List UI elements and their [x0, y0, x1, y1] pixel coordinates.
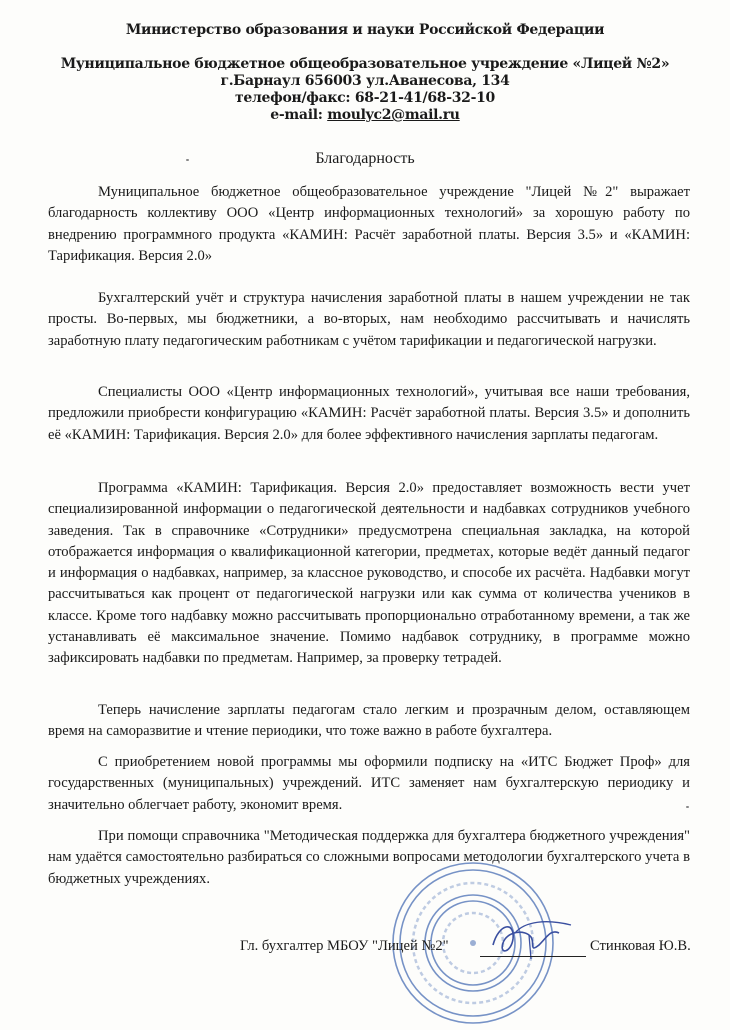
- scan-speck: [686, 806, 689, 808]
- signatory-role: Гл. бухгалтер МБОУ "Лицей №2": [240, 938, 449, 954]
- signature-line: [0, 932, 730, 962]
- email-label: e-mail:: [270, 107, 328, 123]
- scan-speck: [186, 159, 189, 161]
- organization-line: Муниципальное бюджетное общеобразовательное учреждение «Лицей №2»: [60, 56, 670, 72]
- paragraph-5: Теперь начисление зарплаты педагогам стало легким и прозрачным делом, оставляющем время на саморазвитие и чтение периодики, что тоже важно в работе бухгалтера.: [48, 702, 690, 740]
- paragraph-4: Программа «КАМИН: Тарификация. Версия 2.0» предоставляет возможность вести учет специализированной информации о педагогической деятельности и надбавках сотрудников учебного заведения. Так в справочнике «Сотрудники» предусмотрена специальная закладка, на которой отображается информация о квалификационной категории, предметах, которые ведёт данный педагог и информация о надбавках, например, за классное руководство, и способе их расчёта. Надбавки могут рассчитываться как процент от педагогической нагрузки или как сумма от количества учеников в классе. Кроме того надбавку можно рассчитывать пропорционально отработанному времени, а так же устанавливать её максимальное значение. Помимо надбавок сотруднику, в программе можно зафиксировать надбавки по предметам. Например, за проверку тетрадей.: [48, 480, 690, 667]
- signatory-name: Стинковая Ю.В.: [590, 938, 691, 954]
- paragraph-1: Муниципальное бюджетное общеобразовательное учреждение "Лицей №2" выражает благодарность коллективу ООО «Центр информационных технологий» за хорошую работу по внедрению программного продукта «КАМИН: Расчёт заработной платы. Версия 3.5» и «КАМИН: Тарификация. Версия 2.0»: [48, 184, 690, 264]
- paragraph-3: Специалисты ООО «Центр информационных технологий», учитывая все наши требования, предложили приобрести конфигурацию «КАМИН: Расчёт заработной платы. Версия 3.5» и дополнить её «КАМИН: Тарификация. Версия 2.0» для более эффективного начисления зарплаты педагогам.: [48, 384, 690, 443]
- email-line: [0, 107, 730, 124]
- email-link[interactable]: moulyc2@mail.ru: [327, 107, 460, 123]
- paragraph-7: При помощи справочника "Методическая поддержка для бухгалтера бюджетного учреждения" нам удаётся самостоятельно разбираться со сложными вопросами методологии бухгалтерского учета в бюджетных учреждениях.: [48, 828, 690, 887]
- ministry-line: Министерство образования и науки Российской Федерации: [125, 22, 605, 38]
- document-title: Благодарность: [315, 150, 415, 167]
- phone-line: телефон/факс: 68-21-41/68-32-10: [234, 90, 495, 106]
- paragraph-6: С приобретением новой программы мы оформили подписку на «ИТС Бюджет Проф» для государственных (муниципальных) учреждений. ИТС заменяет нам бухгалтерскую периодику и значительно облегчает работу, экономит время.: [48, 754, 690, 813]
- signature-underline: [480, 956, 586, 957]
- address-line: г.Барнаул 656003 ул.Аванесова, 134: [220, 73, 510, 89]
- paragraph-2: Бухгалтерский учёт и структура начисления заработной платы в нашем учреждении не так просты. Во-первых, мы бюджетники, а во-вторых, нам необходимо рассчитывать и начислять заработную плату педагогическим работникам с учётом тарификации и педагогической нагрузки.: [48, 290, 690, 349]
